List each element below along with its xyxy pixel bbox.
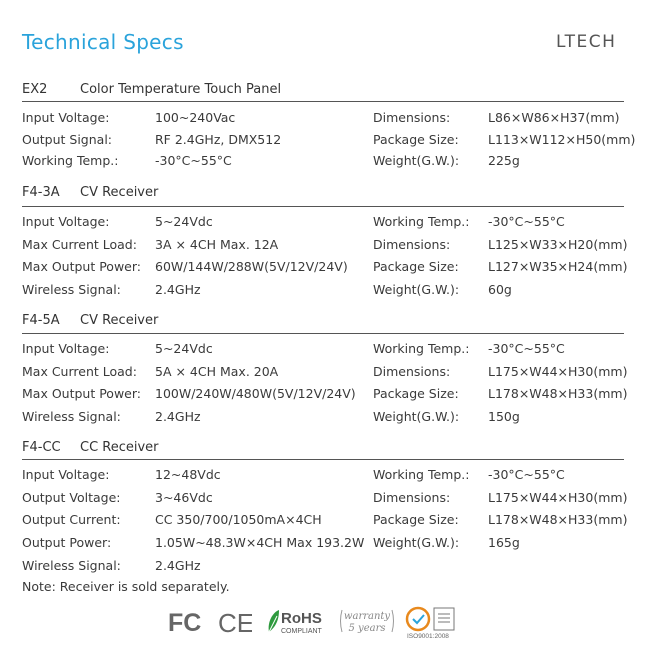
spec-label: Max Output Power: [22,386,141,402]
spec-value: L125×W33×H20(mm) [488,236,628,252]
spec-value: 60W/144W/288W(5V/12V/24V) [155,259,348,275]
spec-label: Package Size: [373,512,459,528]
spec-value: L127×W35×H24(mm) [488,259,628,275]
spec-value: L86×W86×H37(mm) [488,110,620,125]
spec-label: Package Size: [373,386,459,402]
spec-value: 225g [488,153,520,168]
product-name: Color Temperature Touch Panel [80,82,282,97]
rohs-sub-text: COMPLIANT [281,628,322,635]
warranty-years-text: 5 years [348,623,386,634]
spec-value: 2.4GHz [155,409,201,425]
section-divider [22,101,624,102]
spec-value: 60g [488,282,512,298]
spec-label: Output Signal: [22,131,113,147]
spec-value: 3~46Vdc [155,489,213,505]
spec-label: Dimensions: [373,489,451,505]
product-name: CV Receiver [80,313,159,328]
spec-value: 1.05W~48.3W×4CH Max 193.2W [155,535,365,551]
spec-label: Weight(G.W.): [373,282,460,298]
spec-label: Working Temp.: [373,214,470,229]
spec-value: L178×W48×H33(mm) [488,386,628,402]
section-divider [22,206,624,207]
spec-label: Input Voltage: [22,467,110,482]
spec-label: Package Size: [373,259,459,275]
spec-value: -30°C~55°C [488,214,565,229]
product-name: CV Receiver [80,185,159,200]
footnote: Note: Receiver is sold separately. [22,579,230,594]
spec-value: 150g [488,409,520,425]
spec-value: -30°C~55°C [488,467,565,482]
spec-label: Weight(G.W.): [373,153,460,168]
model-name: EX2 [22,82,48,97]
spec-value: 3A × 4CH Max. 12A [155,236,279,252]
spec-value: 2.4GHz [155,557,201,573]
section-header [22,82,281,97]
spec-value: 5A × 4CH Max. 20A [155,363,279,379]
spec-label: Max Output Power: [22,259,141,275]
spec-label: Dimensions: [373,363,451,379]
spec-label: Working Temp.: [22,153,119,168]
rohs-logo [265,606,327,642]
section-divider [22,333,624,334]
section-header [22,440,159,455]
spec-label: Output Power: [22,535,112,551]
brand-logo: LTECH [556,32,617,52]
spec-label: Input Voltage: [22,214,110,229]
fc-text: FC [168,609,202,636]
spec-label: Weight(G.W.): [373,535,460,551]
spec-value: 100W/240W/480W(5V/12V/24V) [155,386,356,402]
ce-text: CE [218,608,252,636]
spec-value: 100~240Vac [155,110,236,125]
spec-value: 5~24Vdc [155,341,213,356]
spec-value: RF 2.4GHz, DMX512 [155,131,282,147]
spec-value: -30°C~55°C [155,153,232,168]
spec-value: CC 350/700/1050mA×4CH [155,512,322,528]
spec-label: Working Temp.: [373,341,470,356]
warranty-text: warranty [343,611,391,622]
model-name: F4-CC [22,440,61,455]
spec-value: L175×W44×H30(mm) [488,489,628,505]
spec-label: Input Voltage: [22,110,110,125]
iso-logo [404,606,460,644]
spec-value: L175×W44×H30(mm) [488,363,628,379]
model-name: F4-5A [22,313,60,328]
rohs-text: RoHS [281,610,322,627]
spec-value: 2.4GHz [155,282,201,298]
ce-logo [218,608,252,640]
iso-text: ISO9001:2008 [407,633,449,640]
spec-label: Wireless Signal: [22,409,121,425]
certification-logos [0,606,662,642]
spec-label: Output Current: [22,512,121,528]
section-header [22,185,158,200]
spec-value: 165g [488,535,520,551]
spec-label: Wireless Signal: [22,557,121,573]
spec-label: Max Current Load: [22,236,137,252]
iso-circle-icon [407,608,429,630]
spec-label: Wireless Signal: [22,282,121,298]
warranty-logo [338,606,396,640]
fc-logo [168,608,204,640]
spec-value: 5~24Vdc [155,214,213,229]
section-header [22,313,158,328]
spec-label: Dimensions: [373,110,451,125]
model-name: F4-3A [22,185,60,200]
spec-label: Weight(G.W.): [373,409,460,425]
section-divider [22,459,624,460]
spec-value: L178×W48×H33(mm) [488,512,628,528]
spec-label: Input Voltage: [22,341,110,356]
iso-badge-icon [434,608,454,630]
page-title: Technical Specs [22,30,184,54]
spec-value: -30°C~55°C [488,341,565,356]
spec-label: Package Size: [373,131,459,147]
spec-value: L113×W112×H50(mm) [488,131,636,147]
spec-label: Dimensions: [373,236,451,252]
spec-value: 12~48Vdc [155,467,221,482]
product-name: CC Receiver [80,440,159,455]
spec-label: Max Current Load: [22,363,137,379]
spec-label: Output Voltage: [22,489,121,505]
spec-label: Working Temp.: [373,467,470,482]
